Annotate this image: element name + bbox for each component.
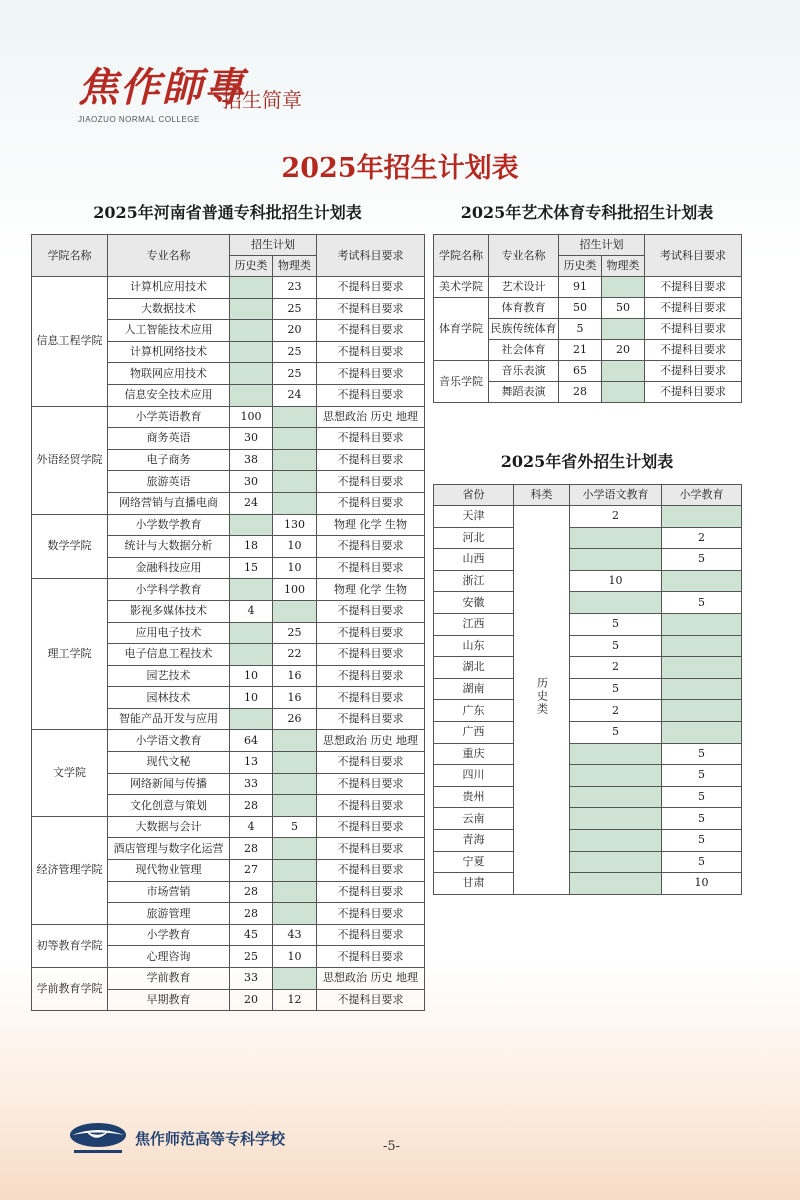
subject-requirement: 物理 化学 生物 [317,579,425,601]
primary-edu-count: 5 [662,592,742,614]
major-name: 现代物业管理 [108,860,230,882]
major-name: 应用电子技术 [108,622,230,644]
header-major: 专业名称 [108,235,230,277]
footer-logo-icon [68,1121,128,1163]
physics-count [273,773,317,795]
province-name: 湖北 [434,657,514,679]
history-count: 4 [230,816,273,838]
chinese-edu-count: 2 [570,700,662,722]
header-major: 专业名称 [489,235,559,277]
province-name: 广西 [434,721,514,743]
table-row [434,298,742,319]
history-count [230,320,273,342]
subject-requirement: 不提科目要求 [317,341,425,363]
art-plan-table [433,234,742,403]
logo-english: JIAOZUO NORMAL COLLEGE [78,115,200,124]
physics-count [602,382,645,403]
major-name: 文化创意与策划 [108,795,230,817]
history-count: 33 [230,968,273,990]
history-count [230,708,273,730]
table-row [434,613,742,635]
table-row [434,527,742,549]
subject-requirement: 不提科目要求 [317,881,425,903]
chinese-edu-count: 5 [570,721,662,743]
subject-requirement: 不提科目要求 [317,363,425,385]
college-name: 音乐学院 [434,361,489,403]
header-category: 科类 [514,485,570,506]
physics-count [602,319,645,340]
province-name: 甘肃 [434,873,514,895]
physics-count: 25 [273,341,317,363]
college-name: 体育学院 [434,298,489,361]
physics-count [273,730,317,752]
subject-requirement: 不提科目要求 [317,989,425,1011]
subject-requirement: 不提科目要求 [317,622,425,644]
province-name: 浙江 [434,570,514,592]
history-count: 5 [559,319,602,340]
physics-count [273,600,317,622]
college-name: 初等教育学院 [32,924,108,967]
subject-requirement: 不提科目要求 [317,298,425,320]
history-count: 28 [230,903,273,925]
physics-count: 10 [273,557,317,579]
subject-requirement: 物理 化学 生物 [317,514,425,536]
subject-requirement: 不提科目要求 [317,428,425,450]
subject-requirement: 不提科目要求 [317,492,425,514]
table-row [32,277,425,299]
primary-edu-count: 2 [662,527,742,549]
table-row [434,786,742,808]
physics-count: 26 [273,708,317,730]
province-name: 重庆 [434,743,514,765]
table-row [32,924,425,946]
history-count [230,277,273,299]
header-history: 历史类 [559,256,602,277]
table-row [434,570,742,592]
physics-count [273,881,317,903]
subject-requirement: 不提科目要求 [317,838,425,860]
major-name: 酒店管理与数字化运营 [108,838,230,860]
college-name: 数学学院 [32,514,108,579]
subject-requirement: 不提科目要求 [317,277,425,299]
outside-table-title: 2025年省外招生计划表 [500,452,674,471]
physics-count: 12 [273,989,317,1011]
subject-requirement: 不提科目要求 [645,340,742,361]
history-count: 45 [230,924,273,946]
history-count [230,514,273,536]
physics-count: 23 [273,277,317,299]
physics-count [273,860,317,882]
primary-edu-count: 5 [662,549,742,571]
chinese-edu-count [570,829,662,851]
major-name: 小学科学教育 [108,579,230,601]
major-name: 金融科技应用 [108,557,230,579]
chinese-edu-count: 2 [570,657,662,679]
major-name: 影视多媒体技术 [108,600,230,622]
physics-count: 16 [273,687,317,709]
history-count: 18 [230,536,273,558]
subject-requirement: 不提科目要求 [317,600,425,622]
major-name: 信息安全技术应用 [108,384,230,406]
category-cell [514,506,570,895]
primary-edu-count: 5 [662,851,742,873]
table-row [434,277,742,298]
primary-edu-count: 5 [662,829,742,851]
header-physics: 物理类 [273,256,317,277]
major-name: 社会体育 [489,340,559,361]
history-count: 33 [230,773,273,795]
history-count: 28 [230,795,273,817]
chinese-edu-count [570,873,662,895]
major-name: 人工智能技术应用 [108,320,230,342]
chinese-edu-count [570,592,662,614]
history-count [230,622,273,644]
table-row [434,700,742,722]
table-row [434,743,742,765]
major-name: 音乐表演 [489,361,559,382]
outside-plan-table [433,484,742,895]
province-name: 山东 [434,635,514,657]
physics-count: 24 [273,384,317,406]
major-name: 小学英语教育 [108,406,230,428]
major-name: 大数据技术 [108,298,230,320]
header-history: 历史类 [230,256,273,277]
major-name: 网络新闻与传播 [108,773,230,795]
history-count: 30 [230,471,273,493]
history-count: 100 [230,406,273,428]
physics-count [273,471,317,493]
history-count: 20 [230,989,273,1011]
table-row [434,549,742,571]
page-title: 2025年招生计划表 [281,153,519,184]
table-row [434,361,742,382]
subject-requirement: 不提科目要求 [317,644,425,666]
college-name: 美术学院 [434,277,489,298]
primary-edu-count [662,570,742,592]
chinese-edu-count [570,549,662,571]
chinese-edu-count [570,743,662,765]
subject-requirement: 不提科目要求 [317,795,425,817]
physics-count [273,795,317,817]
major-name: 心理咨询 [108,946,230,968]
province-name: 湖南 [434,678,514,700]
chinese-edu-count [570,786,662,808]
subject-requirement: 不提科目要求 [317,860,425,882]
history-count: 28 [230,881,273,903]
history-count: 38 [230,449,273,471]
chinese-edu-count: 2 [570,506,662,528]
history-count: 10 [230,665,273,687]
major-name: 电子信息工程技术 [108,644,230,666]
chinese-edu-count [570,851,662,873]
subject-requirement: 不提科目要求 [317,773,425,795]
physics-count [273,492,317,514]
subject-requirement: 不提科目要求 [645,298,742,319]
subject-requirement: 不提科目要求 [317,752,425,774]
physics-count: 22 [273,644,317,666]
subject-requirement: 不提科目要求 [317,903,425,925]
province-name: 安徽 [434,592,514,614]
subject-requirement: 不提科目要求 [317,536,425,558]
major-name: 智能产品开发与应用 [108,708,230,730]
major-name: 统计与大数据分析 [108,536,230,558]
province-name: 江西 [434,613,514,635]
history-count: 24 [230,492,273,514]
physics-count [273,428,317,450]
table-row [32,579,425,601]
province-name: 青海 [434,829,514,851]
subject-requirement: 思想政治 历史 地理 [317,968,425,990]
province-name: 广东 [434,700,514,722]
history-count: 65 [559,361,602,382]
chinese-edu-count: 5 [570,678,662,700]
history-count: 28 [230,838,273,860]
chinese-edu-count: 5 [570,635,662,657]
table-row [32,406,425,428]
table-row [434,506,742,528]
primary-edu-count: 5 [662,786,742,808]
physics-count: 43 [273,924,317,946]
table-row [434,657,742,679]
primary-edu-count [662,657,742,679]
major-name: 艺术设计 [489,277,559,298]
subject-requirement: 不提科目要求 [317,946,425,968]
major-name: 小学语文教育 [108,730,230,752]
history-count [230,384,273,406]
henan-plan-table [31,234,425,1011]
history-count [230,363,273,385]
history-count: 28 [559,382,602,403]
physics-count [273,968,317,990]
category-value: 历史类 [535,676,549,716]
logo-calligraphy: 焦作師專 [78,64,246,111]
school-logo [78,56,246,124]
physics-count: 10 [273,946,317,968]
primary-edu-count: 5 [662,808,742,830]
major-name: 计算机网络技术 [108,341,230,363]
major-name: 园艺技术 [108,665,230,687]
history-count: 21 [559,340,602,361]
header-plan: 招生计划 [230,235,317,256]
primary-edu-count [662,613,742,635]
chinese-edu-count: 10 [570,570,662,592]
physics-count: 100 [273,579,317,601]
subject-requirement: 不提科目要求 [317,816,425,838]
major-name: 小学数学教育 [108,514,230,536]
page-number: -5- [383,1139,401,1154]
primary-edu-count: 5 [662,743,742,765]
physics-count: 130 [273,514,317,536]
physics-count [273,406,317,428]
history-count: 27 [230,860,273,882]
major-name: 体育教育 [489,298,559,319]
province-name: 云南 [434,808,514,830]
major-name: 大数据与会计 [108,816,230,838]
history-count [230,579,273,601]
major-name: 市场营销 [108,881,230,903]
table-row [434,635,742,657]
header-plan: 招生计划 [559,235,645,256]
table-row [434,765,742,787]
history-count: 25 [230,946,273,968]
subject-requirement: 不提科目要求 [317,665,425,687]
primary-edu-count [662,506,742,528]
header-physics: 物理类 [602,256,645,277]
major-name: 民族传统体育 [489,319,559,340]
physics-count [602,277,645,298]
province-name: 宁夏 [434,851,514,873]
province-name: 河北 [434,527,514,549]
physics-count: 20 [602,340,645,361]
physics-count [602,361,645,382]
major-name: 物联网应用技术 [108,363,230,385]
history-count: 91 [559,277,602,298]
header-chinese-edu: 小学语文教育 [570,485,662,506]
major-name: 旅游英语 [108,471,230,493]
table-row [434,721,742,743]
physics-count: 50 [602,298,645,319]
college-name: 理工学院 [32,579,108,730]
chinese-edu-count [570,765,662,787]
college-name: 经济管理学院 [32,816,108,924]
primary-edu-count [662,700,742,722]
physics-count [273,752,317,774]
subject-requirement: 不提科目要求 [317,924,425,946]
table-row [434,851,742,873]
table-row [434,592,742,614]
college-name: 文学院 [32,730,108,816]
subject-requirement: 不提科目要求 [317,449,425,471]
province-name: 天津 [434,506,514,528]
chinese-edu-count [570,527,662,549]
chinese-edu-count: 5 [570,613,662,635]
subject-requirement: 不提科目要求 [317,384,425,406]
major-name: 小学教育 [108,924,230,946]
table-row [32,816,425,838]
footer-school-name: 焦作师范高等专科学校 [135,1130,286,1148]
history-count: 50 [559,298,602,319]
major-name: 旅游管理 [108,903,230,925]
college-name: 外语经贸学院 [32,406,108,514]
subject-requirement: 不提科目要求 [317,471,425,493]
table-row [434,829,742,851]
henan-table-title: 2025年河南省普通专科批招生计划表 [93,203,362,222]
history-count: 4 [230,600,273,622]
subject-requirement: 不提科目要求 [317,708,425,730]
history-count: 64 [230,730,273,752]
table-row [434,678,742,700]
subject-requirement: 思想政治 历史 地理 [317,406,425,428]
table-row [434,808,742,830]
history-count: 15 [230,557,273,579]
history-count: 10 [230,687,273,709]
physics-count: 16 [273,665,317,687]
major-name: 园林技术 [108,687,230,709]
primary-edu-count: 10 [662,873,742,895]
chinese-edu-count [570,808,662,830]
physics-count: 25 [273,363,317,385]
history-count: 13 [230,752,273,774]
subject-requirement: 不提科目要求 [645,319,742,340]
history-count: 30 [230,428,273,450]
province-name: 山西 [434,549,514,571]
subject-requirement: 不提科目要求 [317,320,425,342]
province-name: 四川 [434,765,514,787]
primary-edu-count [662,721,742,743]
header-college: 学院名称 [32,235,108,277]
college-name: 学前教育学院 [32,968,108,1011]
primary-edu-count [662,635,742,657]
subject-requirement: 不提科目要求 [317,557,425,579]
major-name: 学前教育 [108,968,230,990]
province-name: 贵州 [434,786,514,808]
art-table-title: 2025年艺术体育专科批招生计划表 [460,203,714,222]
header-requirement: 考试科目要求 [317,235,425,277]
header-college: 学院名称 [434,235,489,277]
physics-count [273,449,317,471]
header-primary-edu: 小学教育 [662,485,742,506]
brochure-tagline: 招生简章 [222,88,302,112]
subject-requirement: 不提科目要求 [645,277,742,298]
major-name: 电子商务 [108,449,230,471]
header-province: 省份 [434,485,514,506]
history-count [230,341,273,363]
physics-count: 25 [273,622,317,644]
major-name: 计算机应用技术 [108,277,230,299]
history-count [230,644,273,666]
major-name: 网络营销与直播电商 [108,492,230,514]
history-count [230,298,273,320]
subject-requirement: 不提科目要求 [317,687,425,709]
physics-count: 10 [273,536,317,558]
college-name: 信息工程学院 [32,277,108,407]
subject-requirement: 思想政治 历史 地理 [317,730,425,752]
physics-count: 20 [273,320,317,342]
subject-requirement: 不提科目要求 [645,382,742,403]
physics-count [273,903,317,925]
major-name: 现代文秘 [108,752,230,774]
physics-count: 5 [273,816,317,838]
physics-count [273,838,317,860]
major-name: 商务英语 [108,428,230,450]
header-requirement: 考试科目要求 [645,235,742,277]
table-row [32,730,425,752]
primary-edu-count: 5 [662,765,742,787]
major-name: 舞蹈表演 [489,382,559,403]
table-row [32,968,425,990]
major-name: 早期教育 [108,989,230,1011]
table-row [434,873,742,895]
primary-edu-count [662,678,742,700]
physics-count: 25 [273,298,317,320]
subject-requirement: 不提科目要求 [645,361,742,382]
table-row [32,514,425,536]
